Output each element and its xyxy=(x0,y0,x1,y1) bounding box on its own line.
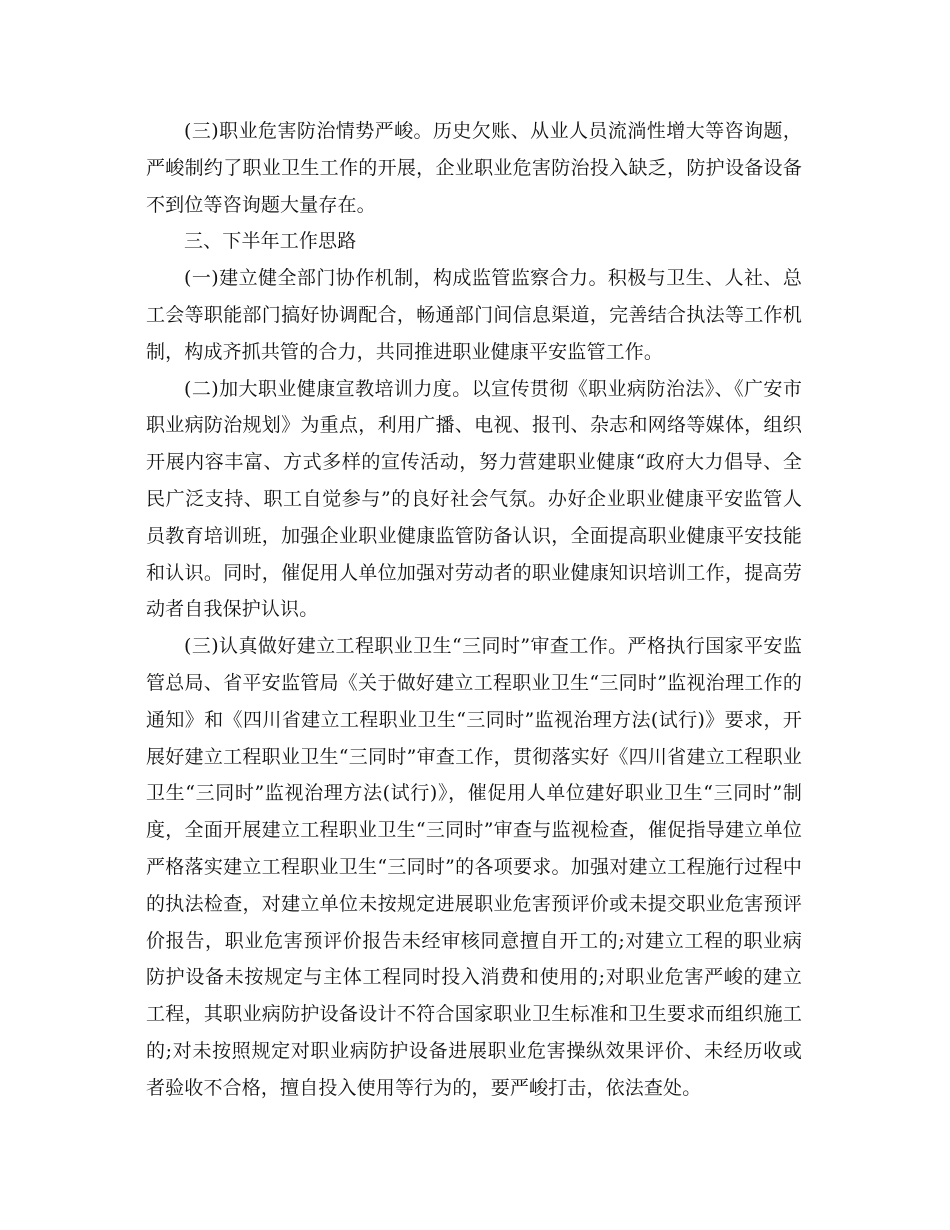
section-heading-second-half-plan: 三、下半年工作思路 xyxy=(184,230,357,253)
paragraph-coordination-mechanism: (一)建立健全部门协作机制，构成监管监察合力。积极与卫生、人社、总工会等职能部门搞好协调配合，畅通部门间信息渠道，完善结合执法等工作机制，构成齐抓共管的合力，共同推进职业健康平安监管工作。 xyxy=(146,267,802,363)
document-body xyxy=(146,113,802,1107)
paragraph-publicity-training: (二)加大职业健康宣教培训力度。以宣传贯彻《职业病防治法》、《广安市职业病防治规划》为重点，利用广播、电视、报刊、杂志和网络等媒体，组织开展内容丰富、方式多样的宣传活动，努力营建职业健康“政府大力倡导、全民广泛支持、职工自觉参与”的良好社会气氛。办好企业职业健康平安监管人员教育培训班，加强企业职业健康监管防备认识，全面提高职业健康平安技能和认识。同时，催促用人单位加强对劳动者的职业健康知识培训工作，提高劳动者自我保护认识。 xyxy=(146,377,802,621)
paragraph-occupational-hazard-situation: (三)职业危害防治情势严峻。历史欠账、从业人员流淌性增大等咨询题，严峻制约了职业卫生工作的开展，企业职业危害防治投入缺乏，防护设备设备不到位等咨询题大量存在。 xyxy=(146,120,802,216)
paragraph-three-simultaneous-review: (三)认真做好建立工程职业卫生“三同时”审查工作。严格执行国家平安监管总局、省平安监管局《关于做好建立工程职业卫生“三同时”监视治理工作的通知》和《四川省建立工程职业卫生“三同时”监视治理方法(试行)》要求，开展好建立工程职业卫生“三同时”审查工作，贯彻落实好《四川省建立工程职业卫生“三同时”监视治理方法(试行)》，催促用人单位建好职业卫生“三同时”制度，全面开展建立工程职业卫生“三同时”审查与监视检查，催促指导建立单位严格落实建立工程职业卫生“三同时”的各项要求。加强对建立工程施行过程中的执法检查，对建立单位未按规定进展职业危害预评价或未提交职业危害预评价报告，职业危害预评价报告未经审核同意擅自开工的;对建立工程的职业病防护设备未按规定与主体工程同时投入消费和使用的;对职业危害严峻的建立工程，其职业病防护设备设计不符合国家职业卫生标准和卫生要求而组织施工的;对未按照规定对职业病防护设备进展职业危害操纵效果评价、未经历收或者验收不合格，擅自投入使用等行为的，要严峻打击，依法查处。 xyxy=(146,635,802,1099)
